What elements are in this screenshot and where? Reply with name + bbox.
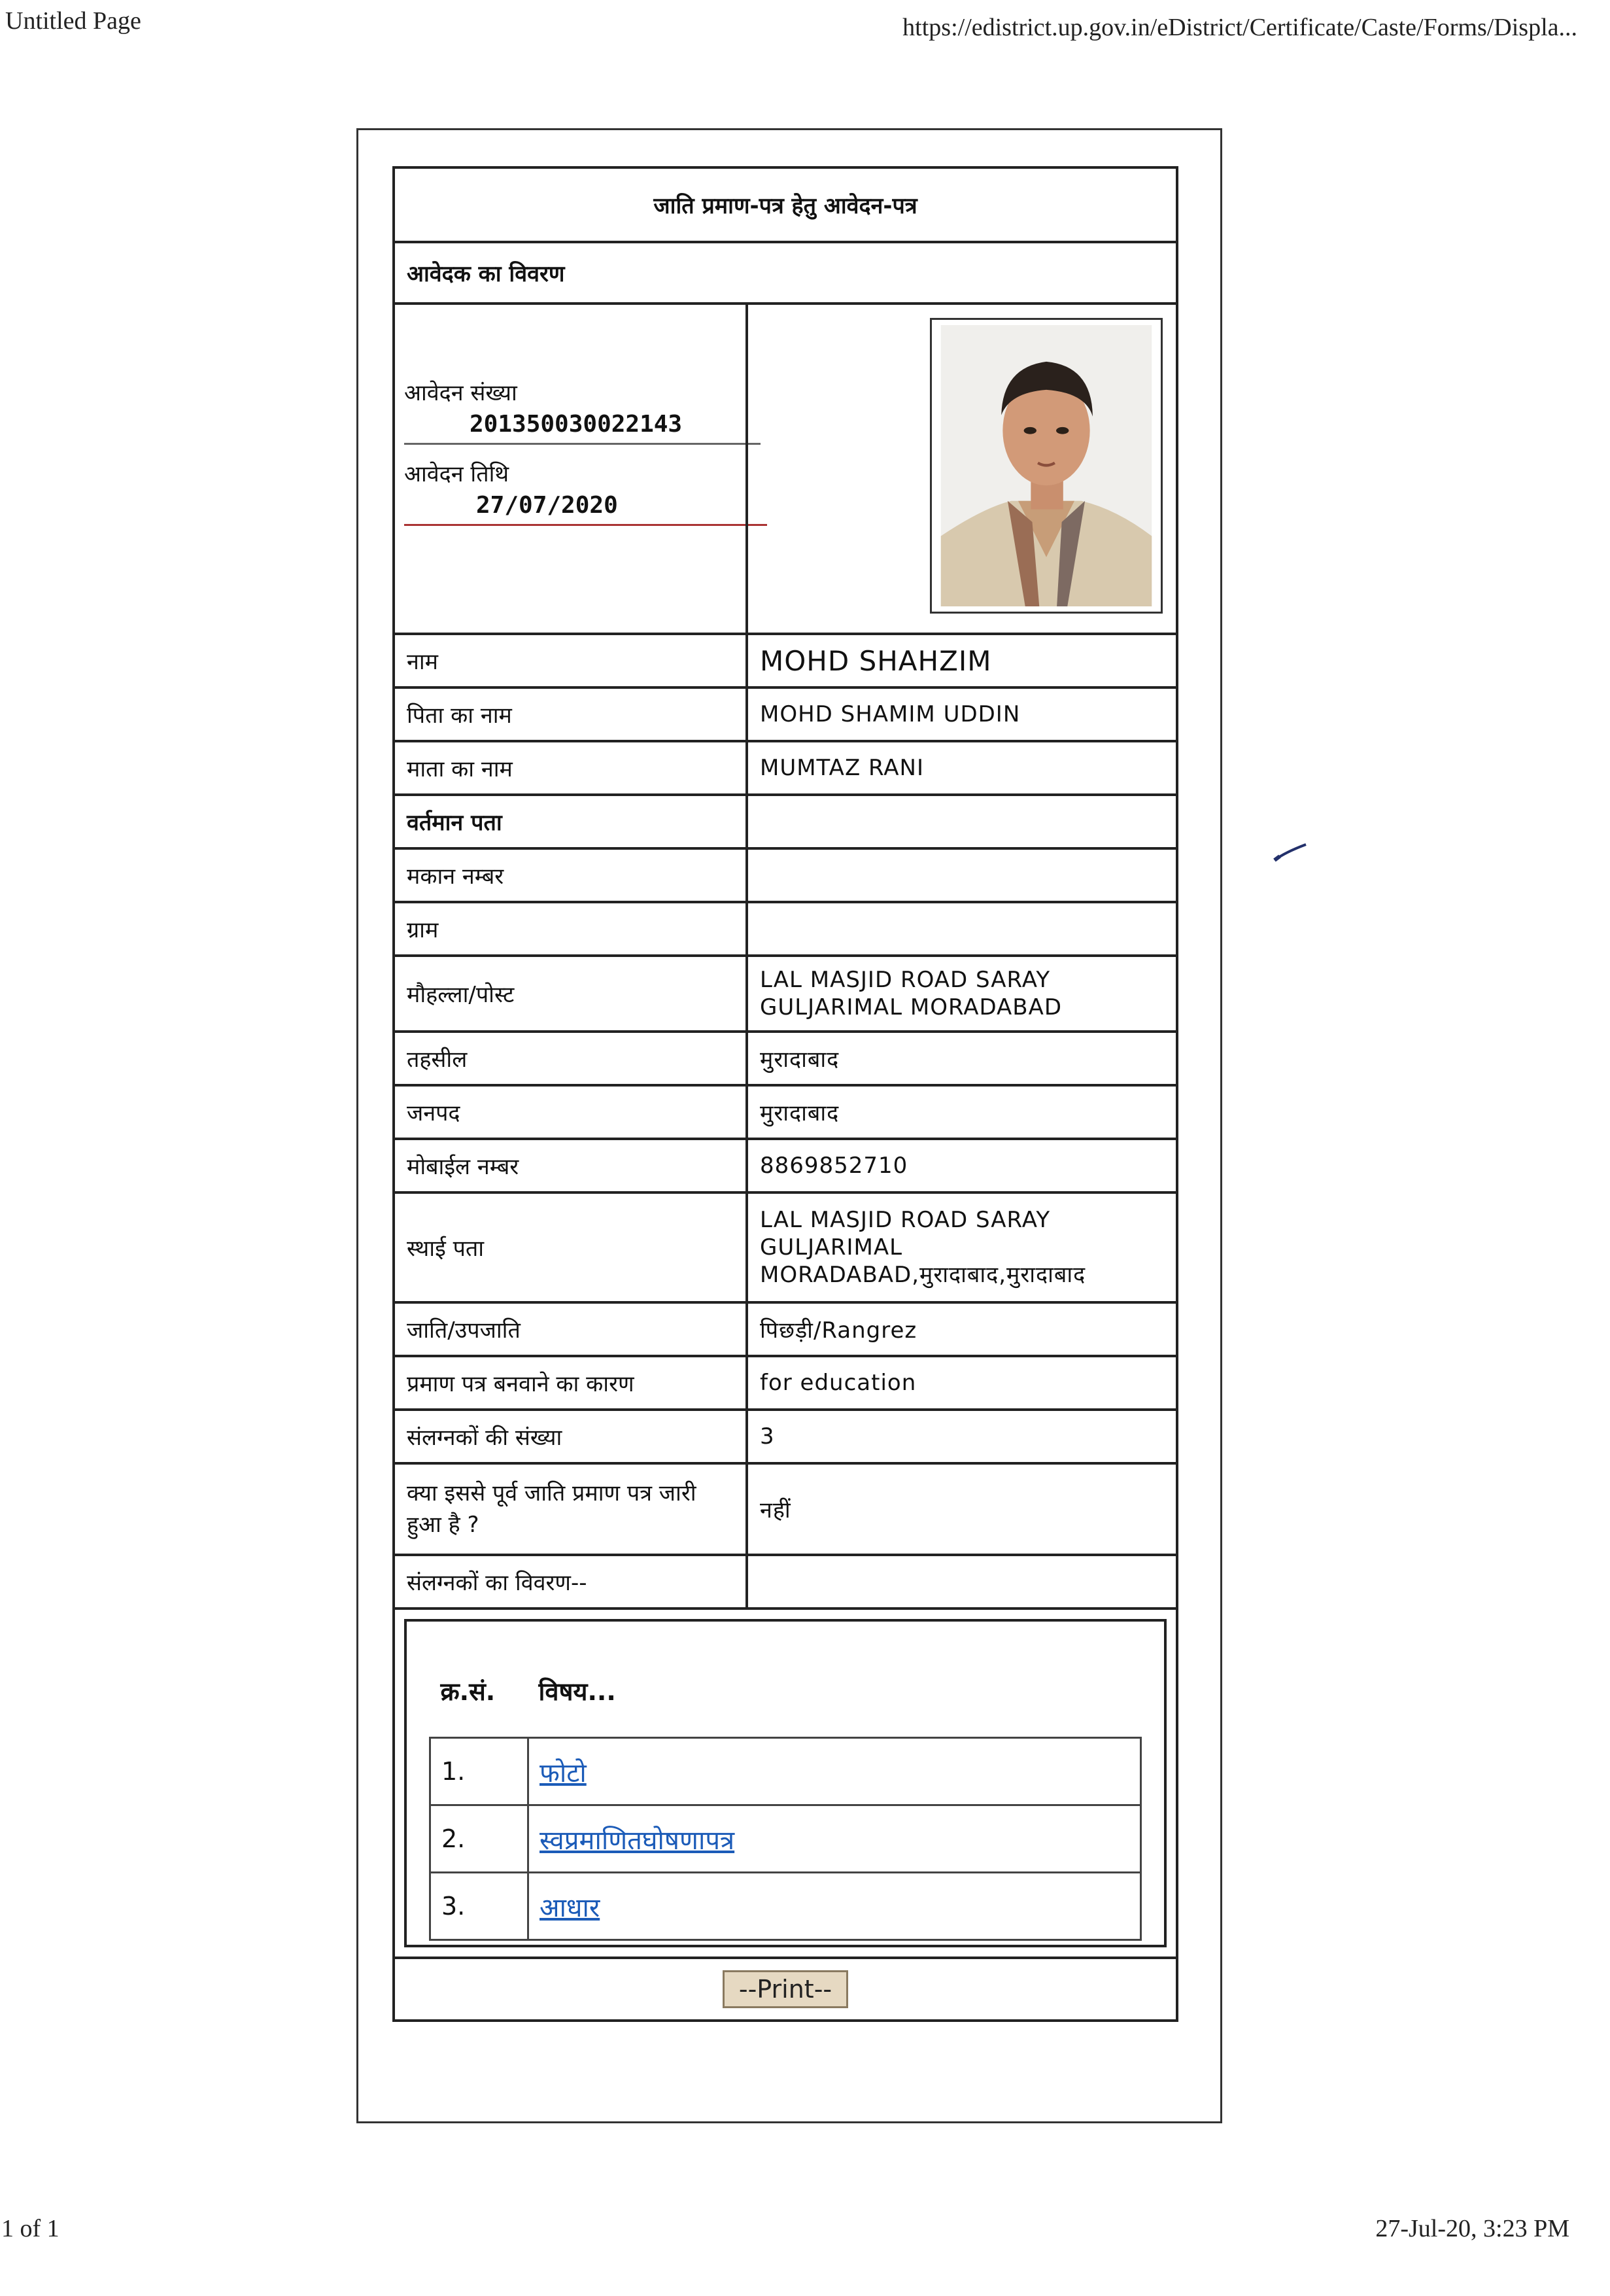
applicant-photo [930, 318, 1163, 614]
table-row [430, 1805, 1141, 1873]
field-label-house-number: मकान नम्बर [394, 848, 747, 902]
attachment-link-photo[interactable]: फोटो [540, 1758, 587, 1788]
field-label-tehsil: तहसील [394, 1032, 747, 1085]
field-value-name: MOHD SHAHZIM [747, 634, 1177, 687]
page-counter: 1 of 1 [1, 2215, 60, 2242]
field-label-permanent-address: स्थाई पता [394, 1192, 747, 1302]
print-button[interactable]: --Print-- [723, 1970, 848, 2008]
field-value-mother-name: MUMTAZ RANI [747, 741, 1177, 795]
attachments-section [394, 1609, 1177, 1958]
field-value-permanent-address: LAL MASJID ROAD SARAY GULJARIMAL MORADABAD,मुरादाबाद,मुरादाबाद [747, 1192, 1177, 1302]
field-value-locality: LAL MASJID ROAD SARAY GULJARIMAL MORADABAD [747, 956, 1177, 1032]
field-value-attachment-count: 3 [747, 1410, 1177, 1463]
field-label-locality: मौहल्ला/पोस्ट [394, 956, 747, 1032]
field-label-mother-name: माता का नाम [394, 741, 747, 795]
field-value-mobile: 8869852710 [747, 1139, 1177, 1192]
field-value-caste: पिछड़ी/Rangrez [747, 1302, 1177, 1356]
field-label-name: नाम [394, 634, 747, 687]
field-label-village: ग्राम [394, 902, 747, 956]
section-heading: आवेदक का विवरण [394, 242, 1177, 304]
photo-cell [747, 304, 1177, 634]
field-value-father-name: MOHD SHAMIM UDDIN [747, 687, 1177, 741]
field-label-previous-certificate: क्या इससे पूर्व जाति प्रमाण पत्र जारी हुआ है ? [394, 1463, 747, 1555]
application-number: 201350030022143 [404, 407, 761, 445]
applicant-photo-image [937, 325, 1156, 606]
attachment-sno: 3. [430, 1873, 528, 1940]
attachment-cell [528, 1805, 1141, 1873]
attachment-link-self-declaration[interactable]: स्वप्रमाणितघोषणापत्र [540, 1825, 735, 1856]
field-label-attachment-count: संलग्नकों की संख्या [394, 1410, 747, 1463]
field-label-caste: जाति/उपजाति [394, 1302, 747, 1356]
attachment-sno: 1. [430, 1738, 528, 1805]
attachment-link-aadhaar[interactable]: आधार [540, 1892, 600, 1923]
attachment-cell [528, 1873, 1141, 1940]
application-form [392, 166, 1178, 2022]
field-value-district: मुरादाबाद [747, 1085, 1177, 1139]
table-row [430, 1873, 1141, 1940]
field-value-reason: for education [747, 1356, 1177, 1410]
field-value-attachment-details [747, 1555, 1177, 1609]
field-label-mobile: मोबाईल नम्बर [394, 1139, 747, 1192]
form-title: जाति प्रमाण-पत्र हेतु आवेदन-पत्र [394, 167, 1177, 242]
field-value-current-address [747, 795, 1177, 848]
field-label-father-name: पिता का नाम [394, 687, 747, 741]
application-date-label: आवेदन तिथि [404, 461, 509, 487]
attachments-box [404, 1619, 1167, 1947]
pen-mark-icon [1272, 841, 1311, 867]
application-number-label: आवेदन संख्या [404, 380, 517, 406]
field-label-current-address: वर्तमान पता [394, 795, 747, 848]
attachments-header-sno: क्र.सं. [430, 1645, 528, 1738]
browser-page-title: Untitled Page [5, 7, 141, 35]
application-date: 27/07/2020 [404, 488, 767, 526]
attachments-table [429, 1645, 1142, 1941]
field-value-village [747, 902, 1177, 956]
table-row [430, 1738, 1141, 1805]
field-label-district: जनपद [394, 1085, 747, 1139]
application-info [394, 304, 747, 634]
field-value-tehsil: मुरादाबाद [747, 1032, 1177, 1085]
attachment-sno: 2. [430, 1805, 528, 1873]
field-value-house-number [747, 848, 1177, 902]
attachments-header-row [430, 1645, 1141, 1738]
attachments-header-subject: विषय... [528, 1645, 1141, 1738]
browser-url: https://edistrict.up.gov.in/eDistrict/Certificate/Caste/Forms/Displa... [902, 14, 1577, 41]
print-row [394, 1958, 1177, 2021]
print-datetime: 27-Jul-20, 3:23 PM [1375, 2215, 1569, 2242]
field-label-reason: प्रमाण पत्र बनवाने का कारण [394, 1356, 747, 1410]
field-value-previous-certificate: नहीं [747, 1463, 1177, 1555]
attachment-cell [528, 1738, 1141, 1805]
field-label-attachment-details: संलग्नकों का विवरण-- [394, 1555, 747, 1609]
